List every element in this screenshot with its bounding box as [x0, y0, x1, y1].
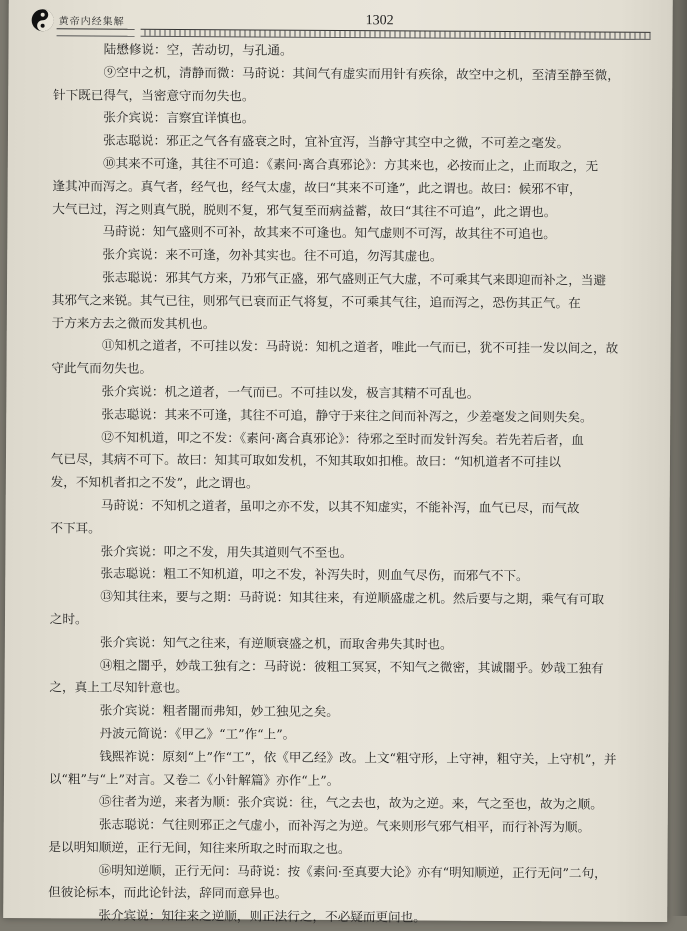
- text-line: 张志聪说：邪正之气各有盛衰之时，宜补宜泻，当静守其空中之微，不可差之毫发。: [103, 132, 570, 151]
- text-line: 气已尽，其病不可下。故曰：知其可取如发机，不知其取如扣椎。故曰：“知机道者不可挂以: [50, 451, 562, 470]
- text-line: 张志聪说：其来不可逢，其往不可追，静守于来往之间而补泻之，少差毫发之间则失矣。: [101, 406, 593, 425]
- text-line: 针下既已得气，当密意守而勿失也。: [52, 86, 255, 104]
- taiji-logo-icon: [31, 8, 55, 32]
- text-line: 张志聪说：气往则邪正之气虚小，而补泻之为逆。气来则形气邪气相平，而行补泻为顺。: [98, 816, 591, 835]
- text-line: 张介宾说：来不可逢，勿补其实也。往不可追，勿泻其虚也。: [102, 246, 443, 264]
- book-title: 黄帝内经集解: [58, 16, 125, 28]
- text-line: 张介宾说：言察宜详慎也。: [103, 109, 255, 126]
- text-line: 丹波元简说：《甲乙》“工”作“上”。: [99, 725, 296, 742]
- text-line: 但彼论标本，而此论针法，辞同而意异也。: [48, 884, 288, 902]
- text-line: ⑨空中之机，清静而微：马莳说：其间气有虚实而用针有疾徐，故空中之机，至清至静至微，: [103, 64, 620, 83]
- text-line: 逢其冲而泻之。真气者，经气也，经气太虚，故曰“其来不可逢”，此之谓也。故曰：候邪不审，: [52, 178, 582, 197]
- text-line: 马莳说：不知机之道者，虽叩之亦不发，以其不知虚实，不能补泻，血气已尽，而气故: [100, 497, 580, 516]
- page-edge-shadow: [671, 0, 687, 916]
- text-line: 张介宾说：知气之往来，有逆顺衰盛之机，而取舍弗失其时也。: [100, 634, 453, 652]
- text-line: 张志聪说：粗工不知机道，叩之不发，补泻失时，则血气尽伤，而邪气不下。: [100, 565, 529, 584]
- text-line: ⑭粗之闇乎，妙哉工独有之：马莳说：彼粗工冥冥，不知气之微密，其诚闇乎。妙哉工独有: [99, 657, 604, 676]
- text-line: ⑬知其往来，要与之期：马莳说：知其往来，有逆顺盛虚之机。然后要与之期，乘气有可取: [100, 588, 605, 607]
- page-header: [31, 0, 651, 36]
- text-line: 其邪气之来锐。其气已往，则邪气已衰而正气将复，不可乘其气往，追而泻之，恐伤其正气。在: [51, 292, 581, 311]
- text-line: ⑯明知逆顺，正行无问：马莳说：按《素问·至真要大论》亦有“明知顺逆，正行无问”二句，: [98, 862, 607, 881]
- text-line: 马莳说：知气盛则不可补，故其来不可逢也。知气虚则不可泻，故其往不可追也。: [102, 223, 556, 242]
- text-line: 以“粗”与“上”对言。又卷二《小针解篇》亦作“上”。: [48, 770, 340, 788]
- text-line: 张介宾说：知往来之逆顺，则正法行之，不必疑而更问也。: [98, 907, 426, 925]
- page-number: 1302: [365, 13, 394, 29]
- text-line: 张介宾说：机之道者，一气而已。不可挂以发，极言其精不可乱也。: [101, 383, 480, 401]
- text-line: 张介宾说：叩之不发，用失其道则气不至也。: [100, 543, 353, 560]
- book-page: [3, 0, 673, 925]
- text-line: 大气已过，泻之则真气脱，脱则不复，邪气复至而病益蓄，故曰“其往不可追”，此之谓也。: [52, 200, 557, 219]
- text-line: 不下耳。: [50, 519, 101, 536]
- text-line: 于方来方去之微而发其机也。: [51, 314, 216, 331]
- text-line: 是以明知顺逆，正行无间，知往来所取之时而取之也。: [48, 839, 351, 856]
- text-line: 发，不知机者扣之不发”，此之谓也。: [50, 474, 259, 491]
- text-line: 钱熙祚说：原刻“上”作“工”，依《甲乙经》改。上文“粗守形，上守神，粗守关，上守机”，并: [99, 748, 617, 767]
- text-line: ⑩其来不可逢，其往不可追：《素问·离合真邪论》：方其来也，必按而止之，止而取之，无: [102, 155, 599, 174]
- page-body: [48, 38, 668, 931]
- text-line: ⑫不知机道，叩之不发：《素问·离合真邪论》：待邪之至时而发针泻矣。若先若后者，血: [101, 429, 584, 448]
- header-rule-left: [57, 28, 135, 36]
- text-line: ⑮往者为逆，来者为顺：张介宾说：往，气之去也，故为之逆。来，气之至也，故为之顺。: [99, 793, 603, 812]
- text-line: 陆懋修说：空，苦动切，与孔通。: [103, 41, 293, 58]
- header-rule: [141, 29, 651, 40]
- text-line: 之，真上工尽知针意也。: [49, 679, 188, 696]
- text-line: 张志聪说：邪其气方来，乃邪气正盛，邪气盛则正气大虚，不可乘其气来即迎而补之，当避: [102, 269, 607, 288]
- text-line: 张介宾说：粗者闇而弗知，妙工独见之矣。: [99, 702, 339, 720]
- text-line: ⑪知机之道者，不可挂以发：马莳说：知机之道者，唯此一气而已，犹不可挂一发以间之，故: [101, 337, 619, 357]
- text-line: 守此气而勿失也。: [51, 360, 153, 377]
- text-line: 之时。: [49, 611, 88, 627]
